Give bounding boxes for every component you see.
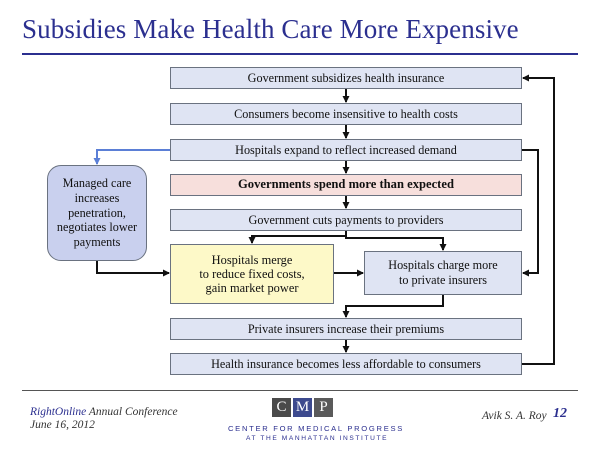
- node-consumers-insensitive: Consumers become insensitive to health costs: [170, 103, 522, 125]
- node-hospitals-expand: Hospitals expand to reflect increased demand: [170, 139, 522, 161]
- merge-line-3: gain market power: [205, 281, 299, 296]
- managed-care-line-3: penetration,: [68, 205, 126, 220]
- arrow-n3-charge: [522, 150, 538, 273]
- node-insurance-less-affordable: Health insurance becomes less affordable to consumers: [170, 353, 522, 375]
- node-government-cuts-payments: Government cuts payments to providers: [170, 209, 522, 231]
- conference-date: June 16, 2012: [30, 419, 95, 432]
- logo-line-1: CENTER FOR MEDICAL PROGRESS: [228, 424, 404, 433]
- conference-rest: Annual Conference: [86, 406, 178, 418]
- author-name: Avik S. A. Roy: [482, 410, 547, 422]
- arrow-n3-managed-care: [97, 150, 170, 164]
- managed-care-line-4: negotiates lower: [56, 220, 138, 235]
- arrow-charge-n8: [346, 295, 443, 317]
- charge-line-1: Hospitals charge more: [388, 258, 498, 273]
- charge-line-2: to private insurers: [399, 273, 487, 287]
- footer-conference: [30, 406, 178, 432]
- footer-rule: [22, 390, 578, 391]
- arrow-n5-charge: [346, 231, 443, 250]
- page-number: 12: [553, 406, 567, 421]
- managed-care-line-1: Managed care: [62, 176, 132, 191]
- arrow-n5-merge: [252, 231, 346, 243]
- logo-letter-p: P: [314, 398, 333, 417]
- conference-brand: RightOnline: [30, 406, 87, 418]
- logo-letter-c: C: [272, 398, 291, 417]
- logo-letter-m: M: [293, 398, 312, 417]
- merge-line-2: to reduce fixed costs,: [199, 266, 305, 281]
- node-government-subsidizes: Government subsidizes health insurance: [170, 67, 522, 89]
- node-private-insurers-premiums: Private insurers increase their premiums: [170, 318, 522, 340]
- managed-care-line-5: payments: [73, 234, 121, 249]
- node-governments-spend-more: Governments spend more than expected: [170, 174, 522, 196]
- managed-care-line-2: increases: [74, 191, 120, 206]
- merge-line-1: Hospitals merge: [211, 252, 293, 267]
- logo-line-2: AT THE MANHATTAN INSTITUTE: [246, 435, 389, 442]
- cmp-logo: [272, 398, 335, 417]
- slide-title: Subsidies Make Health Care More Expensive: [22, 14, 519, 44]
- arrow-managed-care-merge: [97, 261, 169, 273]
